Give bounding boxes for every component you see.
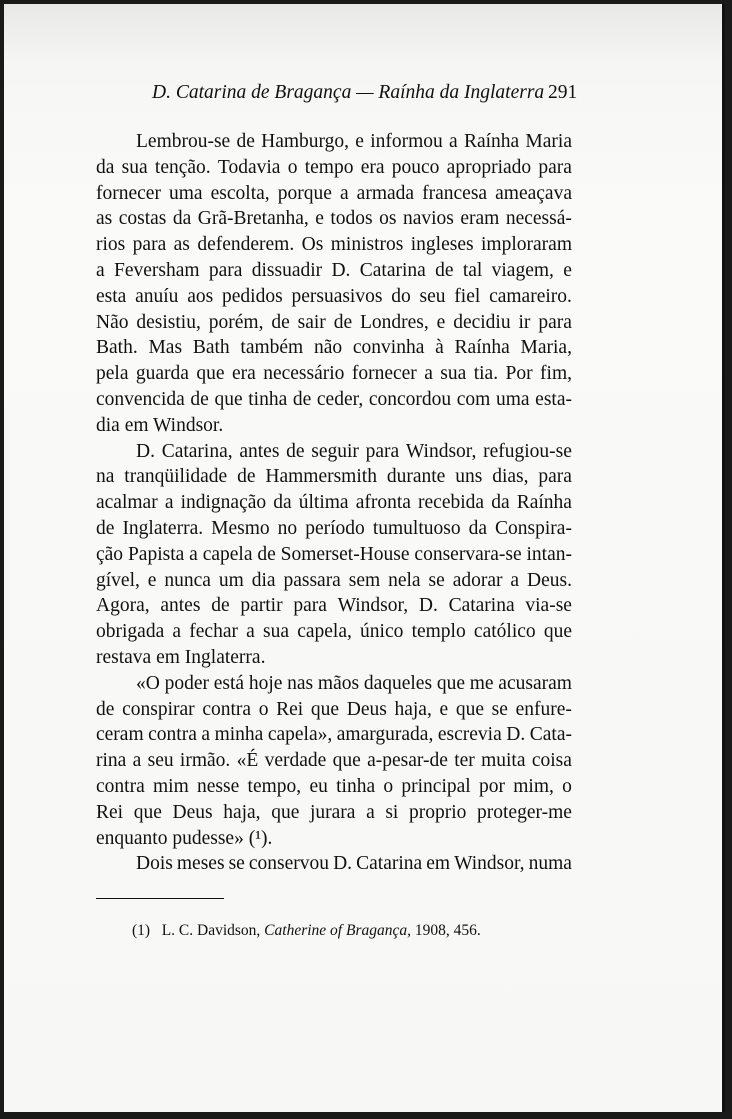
text-line: a Feversham para dissuadir D. Catarina de tal viagem, e xyxy=(96,259,572,281)
text-line: acalmar a indignação da última afronta recebida da Raínha xyxy=(96,492,572,514)
text-line: gível, e nunca um dia passara sem nela se adorar a Deus. xyxy=(96,569,572,591)
text-line: de Inglaterra. Mesmo no período tumultuoso da Conspira- xyxy=(96,517,572,539)
footnote-author: L. C. Davidson, xyxy=(161,922,261,939)
footnote xyxy=(132,922,481,940)
footnote-details: 1908, 456. xyxy=(414,922,481,939)
text-line: restava em Inglaterra. xyxy=(96,646,266,668)
footnote-book-title: Catherine of Bragança, xyxy=(264,922,411,939)
text-line: Não desistiu, porém, de sair de Londres, e decidiu ir para xyxy=(96,311,572,333)
text-line: pela guarda que era necessário fornecer a sua tia. Por fim, xyxy=(96,363,572,385)
text-line: ção Papista a capela de Somerset-House conservara-se intan- xyxy=(96,543,572,565)
text-line: «O poder está hoje nas mãos daqueles que me acusaram xyxy=(136,672,572,694)
text-line: fornecer uma escolta, porque a armada francesa ameaçava xyxy=(96,182,572,204)
text-line: as costas da Grã-Bretanha, e todos os navios eram necessá- xyxy=(96,208,572,230)
text-line: de conspirar contra o Rei que Deus haja, e que se enfure- xyxy=(96,698,572,720)
footnote-divider xyxy=(96,898,224,899)
text-line: convencida de que tinha de ceder, concordou com uma esta- xyxy=(96,388,572,410)
text-line: rios para as defenderem. Os ministros ingleses imploraram xyxy=(96,234,572,256)
text-line: na tranqüilidade de Hammersmith durante uns dias, para xyxy=(96,466,572,488)
book-page xyxy=(4,4,725,1112)
footnote-marker: (1) xyxy=(132,922,151,939)
text-line: contra mim nesse tempo, eu tinha o principal por mim, o xyxy=(96,775,572,797)
text-line: enquanto pudesse» (¹). xyxy=(96,827,273,849)
running-title: D. Catarina de Bragança — Raínha da Inglaterra xyxy=(152,82,545,103)
text-line: ceram contra a minha capela», amargurada, escrevia D. Cata- xyxy=(96,724,572,746)
text-line: rina a seu irmão. «É verdade que a-pesar-de ter muita coisa xyxy=(96,750,572,772)
text-line: Rei que Deus haja, que jurara a si proprio proteger-me xyxy=(96,801,572,823)
text-line: obrigada a fechar a sua capela, único templo católico que xyxy=(96,621,572,643)
text-line: esta anuíu aos pedidos persuasivos do seu fiel camareiro. xyxy=(96,285,572,307)
text-line: Agora, antes de partir para Windsor, D. Catarina via-se xyxy=(96,595,572,617)
text-line: D. Catarina, antes de seguir para Windsor, refugiou-se xyxy=(136,440,572,462)
body-text xyxy=(96,129,572,877)
text-line: Dois meses se conservou D. Catarina em Windsor, numa xyxy=(136,853,572,875)
text-line: Lembrou-se de Hamburgo, e informou a Raínha Maria xyxy=(136,131,572,152)
text-line: da sua tenção. Todavia o tempo era pouco apropriado para xyxy=(96,156,572,178)
text-line: dia em Windsor. xyxy=(96,414,224,436)
text-line: Bath. Mas Bath também não convinha à Raínha Maria, xyxy=(96,337,572,359)
running-header xyxy=(152,82,578,104)
page-number: 291 xyxy=(548,82,578,103)
